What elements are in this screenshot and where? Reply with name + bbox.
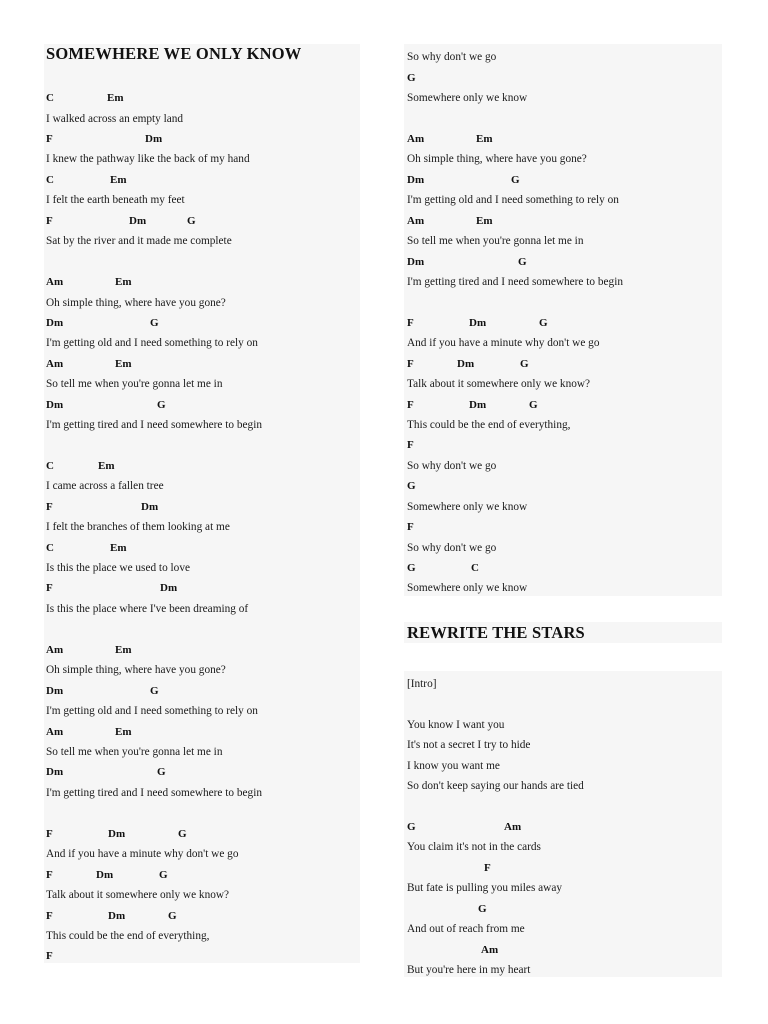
chord: Em bbox=[476, 215, 493, 227]
chord: Dm bbox=[407, 256, 425, 268]
lyric-line: So why don't we go bbox=[407, 51, 497, 63]
lyric-line: I know you want me bbox=[407, 760, 500, 772]
chord: F bbox=[46, 910, 53, 922]
chord: F bbox=[46, 582, 53, 594]
lyric-line: And if you have a minute why don't we go bbox=[46, 848, 239, 860]
lyric-line: Somewhere only we know bbox=[407, 92, 528, 104]
chord: G bbox=[520, 358, 529, 370]
chord: G bbox=[407, 72, 416, 84]
chord: Dm bbox=[96, 869, 114, 881]
section-label: [Intro] bbox=[407, 678, 437, 690]
lyric-line: Oh simple thing, where have you gone? bbox=[407, 153, 587, 165]
chord: G bbox=[529, 399, 538, 411]
chord: Em bbox=[476, 133, 493, 145]
chord: G bbox=[511, 174, 520, 186]
chord: G bbox=[407, 562, 416, 574]
lyric-line: This could be the end of everything, bbox=[46, 930, 210, 942]
chord: G bbox=[168, 910, 177, 922]
chord: G bbox=[157, 766, 166, 778]
lyric-line: I'm getting tired and I need somewhere to begin bbox=[46, 787, 262, 799]
chord: Em bbox=[115, 644, 132, 656]
chord: Am bbox=[46, 644, 64, 656]
chord: C bbox=[471, 562, 479, 574]
song-title: REWRITE THE STARS bbox=[407, 623, 585, 642]
lyric-line: I'm getting old and I need something to rely on bbox=[46, 337, 258, 349]
lyric-line: I came across a fallen tree bbox=[46, 480, 164, 492]
chord: Dm bbox=[46, 766, 64, 778]
chord: F bbox=[46, 950, 53, 962]
chord: Am bbox=[46, 358, 64, 370]
chord: Dm bbox=[129, 215, 147, 227]
chord: G bbox=[150, 317, 159, 329]
chord: Dm bbox=[141, 501, 159, 513]
chord: Dm bbox=[145, 133, 163, 145]
chord: Dm bbox=[46, 317, 64, 329]
lyric-line: I'm getting tired and I need somewhere to begin bbox=[407, 276, 623, 288]
chord: Dm bbox=[469, 399, 487, 411]
chord: G bbox=[187, 215, 196, 227]
lyric-line: You know I want you bbox=[407, 719, 505, 731]
chord: C bbox=[46, 92, 54, 104]
lyric-line: I'm getting old and I need something to rely on bbox=[46, 705, 258, 717]
chord: Dm bbox=[46, 685, 64, 697]
chord: Dm bbox=[469, 317, 487, 329]
lyric-line: So don't keep saying our hands are tied bbox=[407, 780, 584, 792]
chord: C bbox=[46, 460, 54, 472]
chord: G bbox=[178, 828, 187, 840]
lyric-line: Oh simple thing, where have you gone? bbox=[46, 297, 226, 309]
chord: G bbox=[150, 685, 159, 697]
chord: C bbox=[46, 542, 54, 554]
lyric-line: This could be the end of everything, bbox=[407, 419, 571, 431]
lyric-line: Is this the place where I've been dreaming of bbox=[46, 603, 249, 615]
chord: F bbox=[46, 133, 53, 145]
lyric-line: I knew the pathway like the back of my hand bbox=[46, 153, 250, 165]
right-column bbox=[407, 0, 722, 1024]
chord: F bbox=[407, 358, 414, 370]
lyric-line: Oh simple thing, where have you gone? bbox=[46, 664, 226, 676]
chord: Em bbox=[107, 92, 124, 104]
chord: Dm bbox=[108, 828, 126, 840]
chord: Em bbox=[115, 276, 132, 288]
lyric-line: Somewhere only we know bbox=[407, 501, 528, 513]
left-column bbox=[46, 0, 360, 1024]
lyric-line: I felt the branches of them looking at me bbox=[46, 521, 230, 533]
chord: Am bbox=[407, 133, 425, 145]
chord: F bbox=[407, 317, 414, 329]
chord: G bbox=[478, 903, 487, 915]
lyric-line: And if you have a minute why don't we go bbox=[407, 337, 600, 349]
lyric-line: You claim it's not in the cards bbox=[407, 841, 541, 853]
lyric-line: So why don't we go bbox=[407, 542, 497, 554]
chord: F bbox=[407, 521, 414, 533]
chord: Dm bbox=[46, 399, 64, 411]
song-title: SOMEWHERE WE ONLY KNOW bbox=[46, 44, 302, 63]
chord: Em bbox=[110, 542, 127, 554]
lyric-line: So tell me when you're gonna let me in bbox=[46, 378, 223, 390]
chord: G bbox=[539, 317, 548, 329]
lyric-line: And out of reach from me bbox=[407, 923, 525, 935]
lyric-line: I felt the earth beneath my feet bbox=[46, 194, 185, 206]
chord: G bbox=[157, 399, 166, 411]
chord: Dm bbox=[457, 358, 475, 370]
chord: Em bbox=[115, 358, 132, 370]
chord: G bbox=[518, 256, 527, 268]
chord: F bbox=[407, 439, 414, 451]
chord: G bbox=[407, 480, 416, 492]
lyric-line: Talk about it somewhere only we know? bbox=[46, 889, 230, 901]
chord: F bbox=[46, 828, 53, 840]
chord: F bbox=[46, 501, 53, 513]
chord: Em bbox=[110, 174, 127, 186]
chord: G bbox=[159, 869, 168, 881]
lyric-line: It's not a secret I try to hide bbox=[407, 739, 531, 751]
lyric-line: So tell me when you're gonna let me in bbox=[46, 746, 223, 758]
chord: F bbox=[484, 862, 491, 874]
lyric-line: So why don't we go bbox=[407, 460, 497, 472]
lyric-line: Somewhere only we know bbox=[407, 582, 528, 594]
chord: Dm bbox=[108, 910, 126, 922]
chord: Am bbox=[481, 944, 499, 956]
chord: Em bbox=[98, 460, 115, 472]
chord: Dm bbox=[160, 582, 178, 594]
lyric-line: Sat by the river and it made me complete bbox=[46, 235, 232, 247]
chord: Am bbox=[407, 215, 425, 227]
lyric-line: Talk about it somewhere only we know? bbox=[407, 378, 591, 390]
lyric-line: But fate is pulling you miles away bbox=[407, 882, 562, 894]
chord: Dm bbox=[407, 174, 425, 186]
lyric-line: I'm getting old and I need something to rely on bbox=[407, 194, 619, 206]
chord: F bbox=[407, 399, 414, 411]
lyric-line: But you're here in my heart bbox=[407, 964, 531, 976]
lyric-line: I walked across an empty land bbox=[46, 113, 184, 125]
lyric-line: I'm getting tired and I need somewhere to begin bbox=[46, 419, 262, 431]
chord: Am bbox=[46, 726, 64, 738]
chord: F bbox=[46, 869, 53, 881]
chord: G bbox=[407, 821, 416, 833]
chord: F bbox=[46, 215, 53, 227]
lyric-line: So tell me when you're gonna let me in bbox=[407, 235, 584, 247]
chord: Am bbox=[504, 821, 522, 833]
chord: Am bbox=[46, 276, 64, 288]
chord: C bbox=[46, 174, 54, 186]
chord: Em bbox=[115, 726, 132, 738]
lyric-line: Is this the place we used to love bbox=[46, 562, 190, 574]
